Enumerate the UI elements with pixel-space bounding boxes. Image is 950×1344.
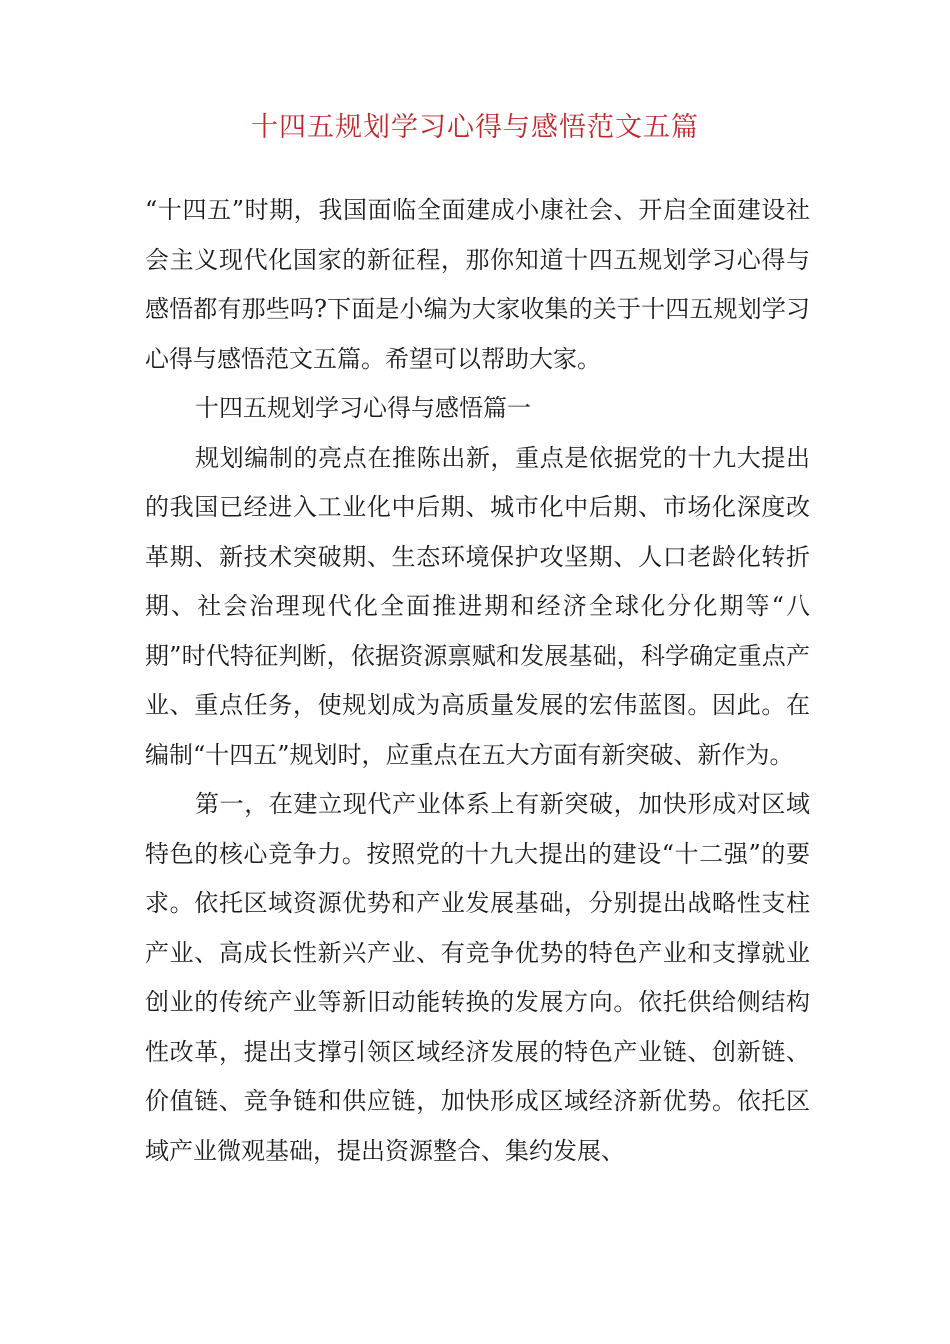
document-title: 十四五规划学习心得与感悟范文五篇: [251, 112, 699, 143]
document-body: [145, 186, 810, 1176]
body-paragraph: 规划编制的亮点在推陈出新，重点是依据党的十九大提出的我国已经进入工业化中后期、城市化中后期、市场化深度改革期、新技术突破期、生态环境保护攻坚期、人口老龄化转折期、社会治理现代化全面推进期和经济全球化分化期等“八期”时代特征判断，依据资源禀赋和发展基础，科学确定重点产业、重点任务，使规划成为高质量发展的宏伟蓝图。因此。在编制“十四五”规划时，应重点在五大方面有新突破、新作为。: [145, 443, 810, 769]
section-heading: 十四五规划学习心得与感悟篇一: [195, 394, 531, 422]
body-paragraph: 第一，在建立现代产业体系上有新突破，加快形成对区域特色的核心竞争力。按照党的十九大提出的建设“十二强”的要求。依托区域资源优势和产业发展基础，分别提出战略性支柱产业、高成长性新兴产业、有竞争优势的特色产业和支撑就业创业的传统产业等新旧动能转换的发展方向。依托供给侧结构性改革，提出支撑引领区域经济发展的特色产业链、创新链、价值链、竞争链和供应链，加快形成区域经济新优势。依托区域产业微观基础，提出资源整合、集约发展、: [145, 790, 810, 1165]
intro-paragraph: “十四五”时期，我国面临全面建成小康社会、开启全面建设社会主义现代化国家的新征程，那你知道十四五规划学习心得与感悟都有那些吗?下面是小编为大家收集的关于十四五规划学习心得与感悟范文五篇。希望可以帮助大家。: [145, 196, 810, 373]
